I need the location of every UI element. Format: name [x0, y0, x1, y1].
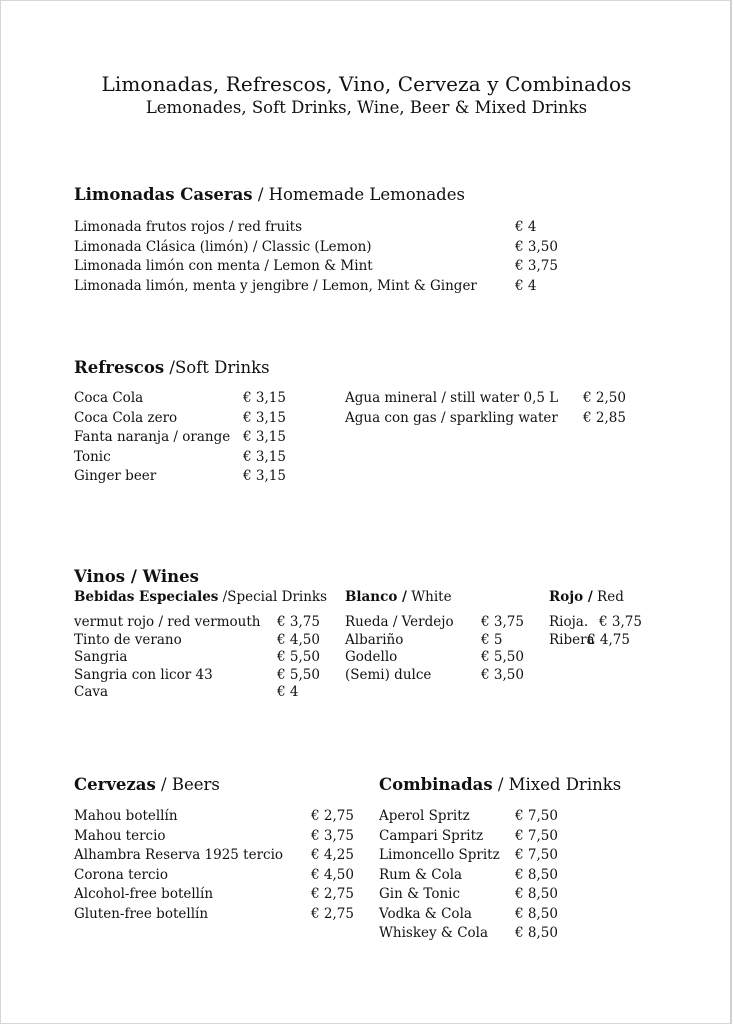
special-drink-price: € 4,50 — [277, 632, 320, 648]
beer-price: € 2,75 — [311, 808, 354, 824]
lemonade-price: € 4 — [515, 219, 537, 235]
mixed-drink-name: Gin & Tonic — [379, 886, 461, 902]
white-wine-price: € 5,50 — [481, 649, 524, 665]
mixed-drink-price: € 7,50 — [515, 808, 558, 824]
special-drink-price: € 4 — [277, 684, 299, 700]
lemonade-price: € 4 — [515, 278, 537, 294]
soft-drink-name: Fanta naranja / orange — [74, 429, 231, 445]
page-subtitle: Lemonades, Soft Drinks, Wine, Beer & Mixed Drinks — [145, 98, 588, 117]
beer-price: € 3,75 — [311, 828, 354, 844]
water-name: Agua con gas / sparkling water — [345, 410, 558, 426]
beer-price: € 4,50 — [311, 867, 354, 883]
white-wine-name: Albariño — [345, 632, 404, 648]
mixed-drink-price: € 8,50 — [515, 886, 558, 902]
section-heading-beers: Cervezas / Beers — [74, 775, 220, 794]
special-drink-name: Tinto de verano — [74, 632, 182, 648]
water-name: Agua mineral / still water 0,5 L — [345, 390, 559, 406]
mixed-drink-name: Campari Spritz — [379, 828, 484, 844]
mixed-drink-name: Aperol Spritz — [379, 808, 470, 824]
white-wine-price: € 5 — [481, 632, 503, 648]
mixed-drink-name: Vodka & Cola — [379, 906, 472, 922]
mixed-drink-name: Whiskey & Cola — [379, 925, 489, 941]
mixed-drink-price: € 7,50 — [515, 847, 558, 863]
mixed-drink-name: Rum & Cola — [379, 867, 463, 883]
beer-name: Mahou botellín — [74, 808, 178, 824]
white-wine-price: € 3,75 — [481, 614, 524, 630]
mixed-drink-price: € 8,50 — [515, 867, 558, 883]
lemonade-price: € 3,50 — [515, 239, 558, 255]
red-wine-price: € 3,75 — [599, 614, 642, 630]
soft-drink-price: € 3,15 — [243, 390, 286, 406]
page-title: Limonadas, Refrescos, Vino, Cerveza y Combinados — [101, 72, 632, 96]
soft-drink-price: € 3,15 — [243, 429, 286, 445]
beer-name: Alhambra Reserva 1925 tercio — [74, 847, 284, 863]
beer-price: € 2,75 — [311, 906, 354, 922]
mixed-drink-price: € 7,50 — [515, 828, 558, 844]
soft-drink-price: € 3,15 — [243, 468, 286, 484]
beer-name: Mahou tercio — [74, 828, 166, 844]
white-wine-price: € 3,50 — [481, 667, 524, 683]
section-heading-lemonades: Limonadas Caseras / Homemade Lemonades — [74, 185, 465, 204]
lemonade-name: Limonada frutos rojos / red fruits — [74, 219, 302, 235]
special-drink-name: vermut rojo / red vermouth — [74, 614, 261, 630]
mixed-drink-price: € 8,50 — [515, 925, 558, 941]
lemonade-name: Limonada limón, menta y jengibre / Lemon, Mint & Ginger — [74, 278, 477, 294]
beer-name: Gluten-free botellín — [74, 906, 209, 922]
beer-price: € 2,75 — [311, 886, 354, 902]
special-drink-name: Sangria con licor 43 — [74, 667, 213, 683]
special-drink-name: Cava — [74, 684, 109, 700]
beer-name: Alcohol-free botellín — [74, 886, 214, 902]
red-wine-price: € 4,75 — [587, 632, 630, 648]
water-price: € 2,85 — [583, 410, 626, 426]
soft-drink-name: Coca Cola — [74, 390, 144, 406]
soft-drink-name: Ginger beer — [74, 468, 157, 484]
red-wine-name: Ribera — [549, 632, 595, 648]
section-heading-soft-drinks: Refrescos /Soft Drinks — [74, 358, 270, 377]
red-wine-name: Rioja. — [549, 614, 589, 630]
white-wine-name: Rueda / Verdejo — [345, 614, 454, 630]
special-drink-price: € 3,75 — [277, 614, 320, 630]
subheading-red: Rojo / Red — [549, 589, 624, 605]
subheading-special-drinks: Bebidas Especiales /Special Drinks — [74, 589, 328, 605]
section-heading-wines: Vinos / Wines — [74, 567, 199, 586]
white-wine-name: Godello — [345, 649, 398, 665]
water-price: € 2,50 — [583, 390, 626, 406]
soft-drink-price: € 3,15 — [243, 449, 286, 465]
mixed-drink-price: € 8,50 — [515, 906, 558, 922]
soft-drink-name: Coca Cola zero — [74, 410, 178, 426]
soft-drink-price: € 3,15 — [243, 410, 286, 426]
beer-price: € 4,25 — [311, 847, 354, 863]
subheading-white: Blanco / White — [345, 589, 452, 605]
section-heading-mixed-drinks: Combinadas / Mixed Drinks — [379, 775, 622, 794]
soft-drink-name: Tonic — [74, 449, 111, 465]
special-drink-price: € 5,50 — [277, 667, 320, 683]
lemonade-name: Limonada Clásica (limón) / Classic (Lemon) — [74, 239, 372, 255]
special-drink-name: Sangria — [74, 649, 128, 665]
mixed-drink-name: Limoncello Spritz — [379, 847, 500, 863]
beer-name: Corona tercio — [74, 867, 168, 883]
lemonade-price: € 3,75 — [515, 258, 558, 274]
special-drink-price: € 5,50 — [277, 649, 320, 665]
white-wine-name: (Semi) dulce — [345, 667, 432, 683]
lemonade-name: Limonada limón con menta / Lemon & Mint — [74, 258, 373, 274]
